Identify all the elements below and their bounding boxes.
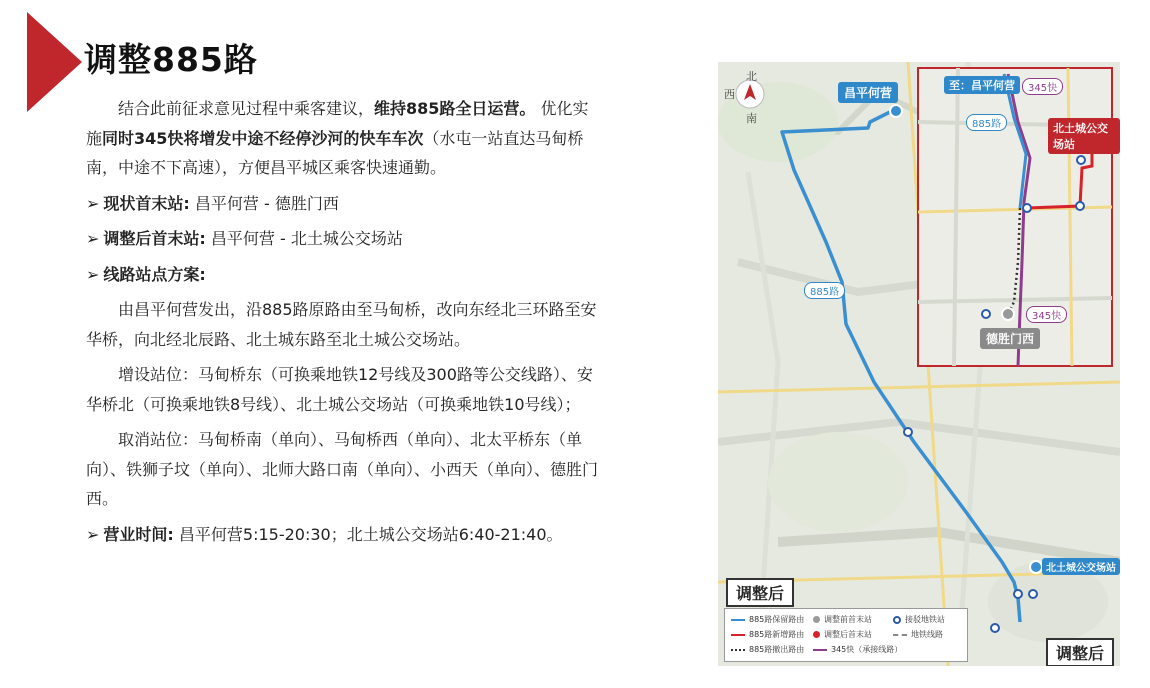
operating-hours-item bbox=[86, 520, 598, 550]
inset-old-terminal-label: 德胜门西 bbox=[980, 328, 1040, 349]
compass-west: 西 bbox=[724, 88, 735, 101]
route-plan-item bbox=[86, 260, 598, 290]
current-terminals-value: 昌平何营 - 德胜门西 bbox=[194, 193, 339, 213]
bullet-arrow-icon: ➢ bbox=[86, 193, 100, 213]
legend-item: 345快（承接线路） bbox=[813, 644, 902, 655]
main-terminal-label: 北土城公交场站 bbox=[1042, 558, 1120, 575]
compass-north: 北 bbox=[746, 70, 757, 83]
origin-stop-marker bbox=[890, 105, 902, 117]
legend-item: 调整前首末站 bbox=[813, 614, 872, 625]
title-accent-triangle bbox=[27, 12, 82, 112]
added-stops: 增设站位：马甸桥东（可换乘地铁12号线及300路等公交线路）、安华桥北（可换乘地铁8号线）、北土城公交场站（可换乘地铁10号线）； bbox=[86, 365, 593, 414]
legend-item: 885路新增路由 bbox=[731, 629, 804, 640]
page-title: 调整885路 bbox=[84, 40, 258, 79]
inset-destination-label: 至：昌平何营 bbox=[944, 76, 1020, 94]
operating-hours-value: 昌平何营5:15-20:30；北土城公交场站6:40-21:40。 bbox=[178, 524, 563, 544]
adjusted-terminals-label: 调整后首末站: bbox=[103, 229, 206, 248]
current-terminals-item bbox=[86, 189, 598, 219]
adjusted-terminals-item bbox=[86, 224, 598, 254]
route-description: 由昌平何营发出，沿885路原路由至马甸桥，改向东经北三环路至安华桥，向北经北辰路、北土城东路至北土城公交场站。 bbox=[86, 300, 597, 349]
inset-new-terminal-label: 北土城公交场站 bbox=[1048, 118, 1120, 154]
route-plan-label: 线路站点方案: bbox=[103, 264, 206, 284]
route-map bbox=[718, 62, 1120, 666]
badge-adjusted-inset: 调整后 bbox=[1046, 638, 1114, 666]
old-terminal-marker bbox=[1002, 308, 1014, 320]
intro-bold-2: 同时345快将增发中途不经停沙河的快车车次 bbox=[102, 128, 424, 148]
adjusted-terminals-value: 昌平何营 - 北土城公交场站 bbox=[210, 229, 403, 248]
content-body bbox=[86, 94, 598, 549]
legend-item: 885路撤出路由 bbox=[731, 644, 804, 655]
inset-345-lower-label: 345快 bbox=[1026, 306, 1067, 323]
inset-345-label: 345快 bbox=[1022, 78, 1063, 95]
intro-text-3: （水屯一站直达马甸桥南，中途不下高速），方便昌平城区乘客快速通勤。 bbox=[86, 128, 584, 177]
inset-885-label: 885路 bbox=[966, 114, 1007, 131]
intro-bold-1: 维持885路全日运营。 bbox=[374, 99, 536, 118]
intro-text-2: 优化实施 bbox=[86, 99, 589, 148]
map-legend bbox=[724, 608, 968, 662]
terminal-stop-marker bbox=[1030, 561, 1042, 573]
bullet-arrow-icon: ➢ bbox=[86, 264, 100, 284]
current-terminals-label: 现状首末站: bbox=[103, 193, 190, 213]
legend-item: 调整后首末站 bbox=[813, 629, 872, 640]
main-route-label: 885路 bbox=[804, 282, 845, 299]
compass-south: 南 bbox=[746, 112, 757, 125]
removed-stops: 取消站位：马甸桥南（单向）、马甸桥西（单向）、北太平桥东（单向）、铁狮子坟（单向）、北师大路口南（单向）、小西天（单向）、德胜门西。 bbox=[86, 430, 599, 508]
legend-item: 885路保留路由 bbox=[731, 614, 804, 625]
legend-item: 接驳地铁站 bbox=[893, 614, 945, 625]
operating-hours-label: 营业时间: bbox=[103, 524, 174, 544]
legend-item: 地铁线路 bbox=[893, 629, 943, 640]
bullet-arrow-icon: ➢ bbox=[86, 524, 100, 544]
bullet-arrow-icon: ➢ bbox=[86, 229, 100, 248]
badge-adjusted-main: 调整后 bbox=[726, 578, 794, 607]
intro-text-1: 结合此前征求意见过程中乘客建议， bbox=[118, 99, 375, 118]
origin-stop-label: 昌平何营 bbox=[838, 82, 898, 103]
intro-paragraph bbox=[86, 94, 598, 183]
